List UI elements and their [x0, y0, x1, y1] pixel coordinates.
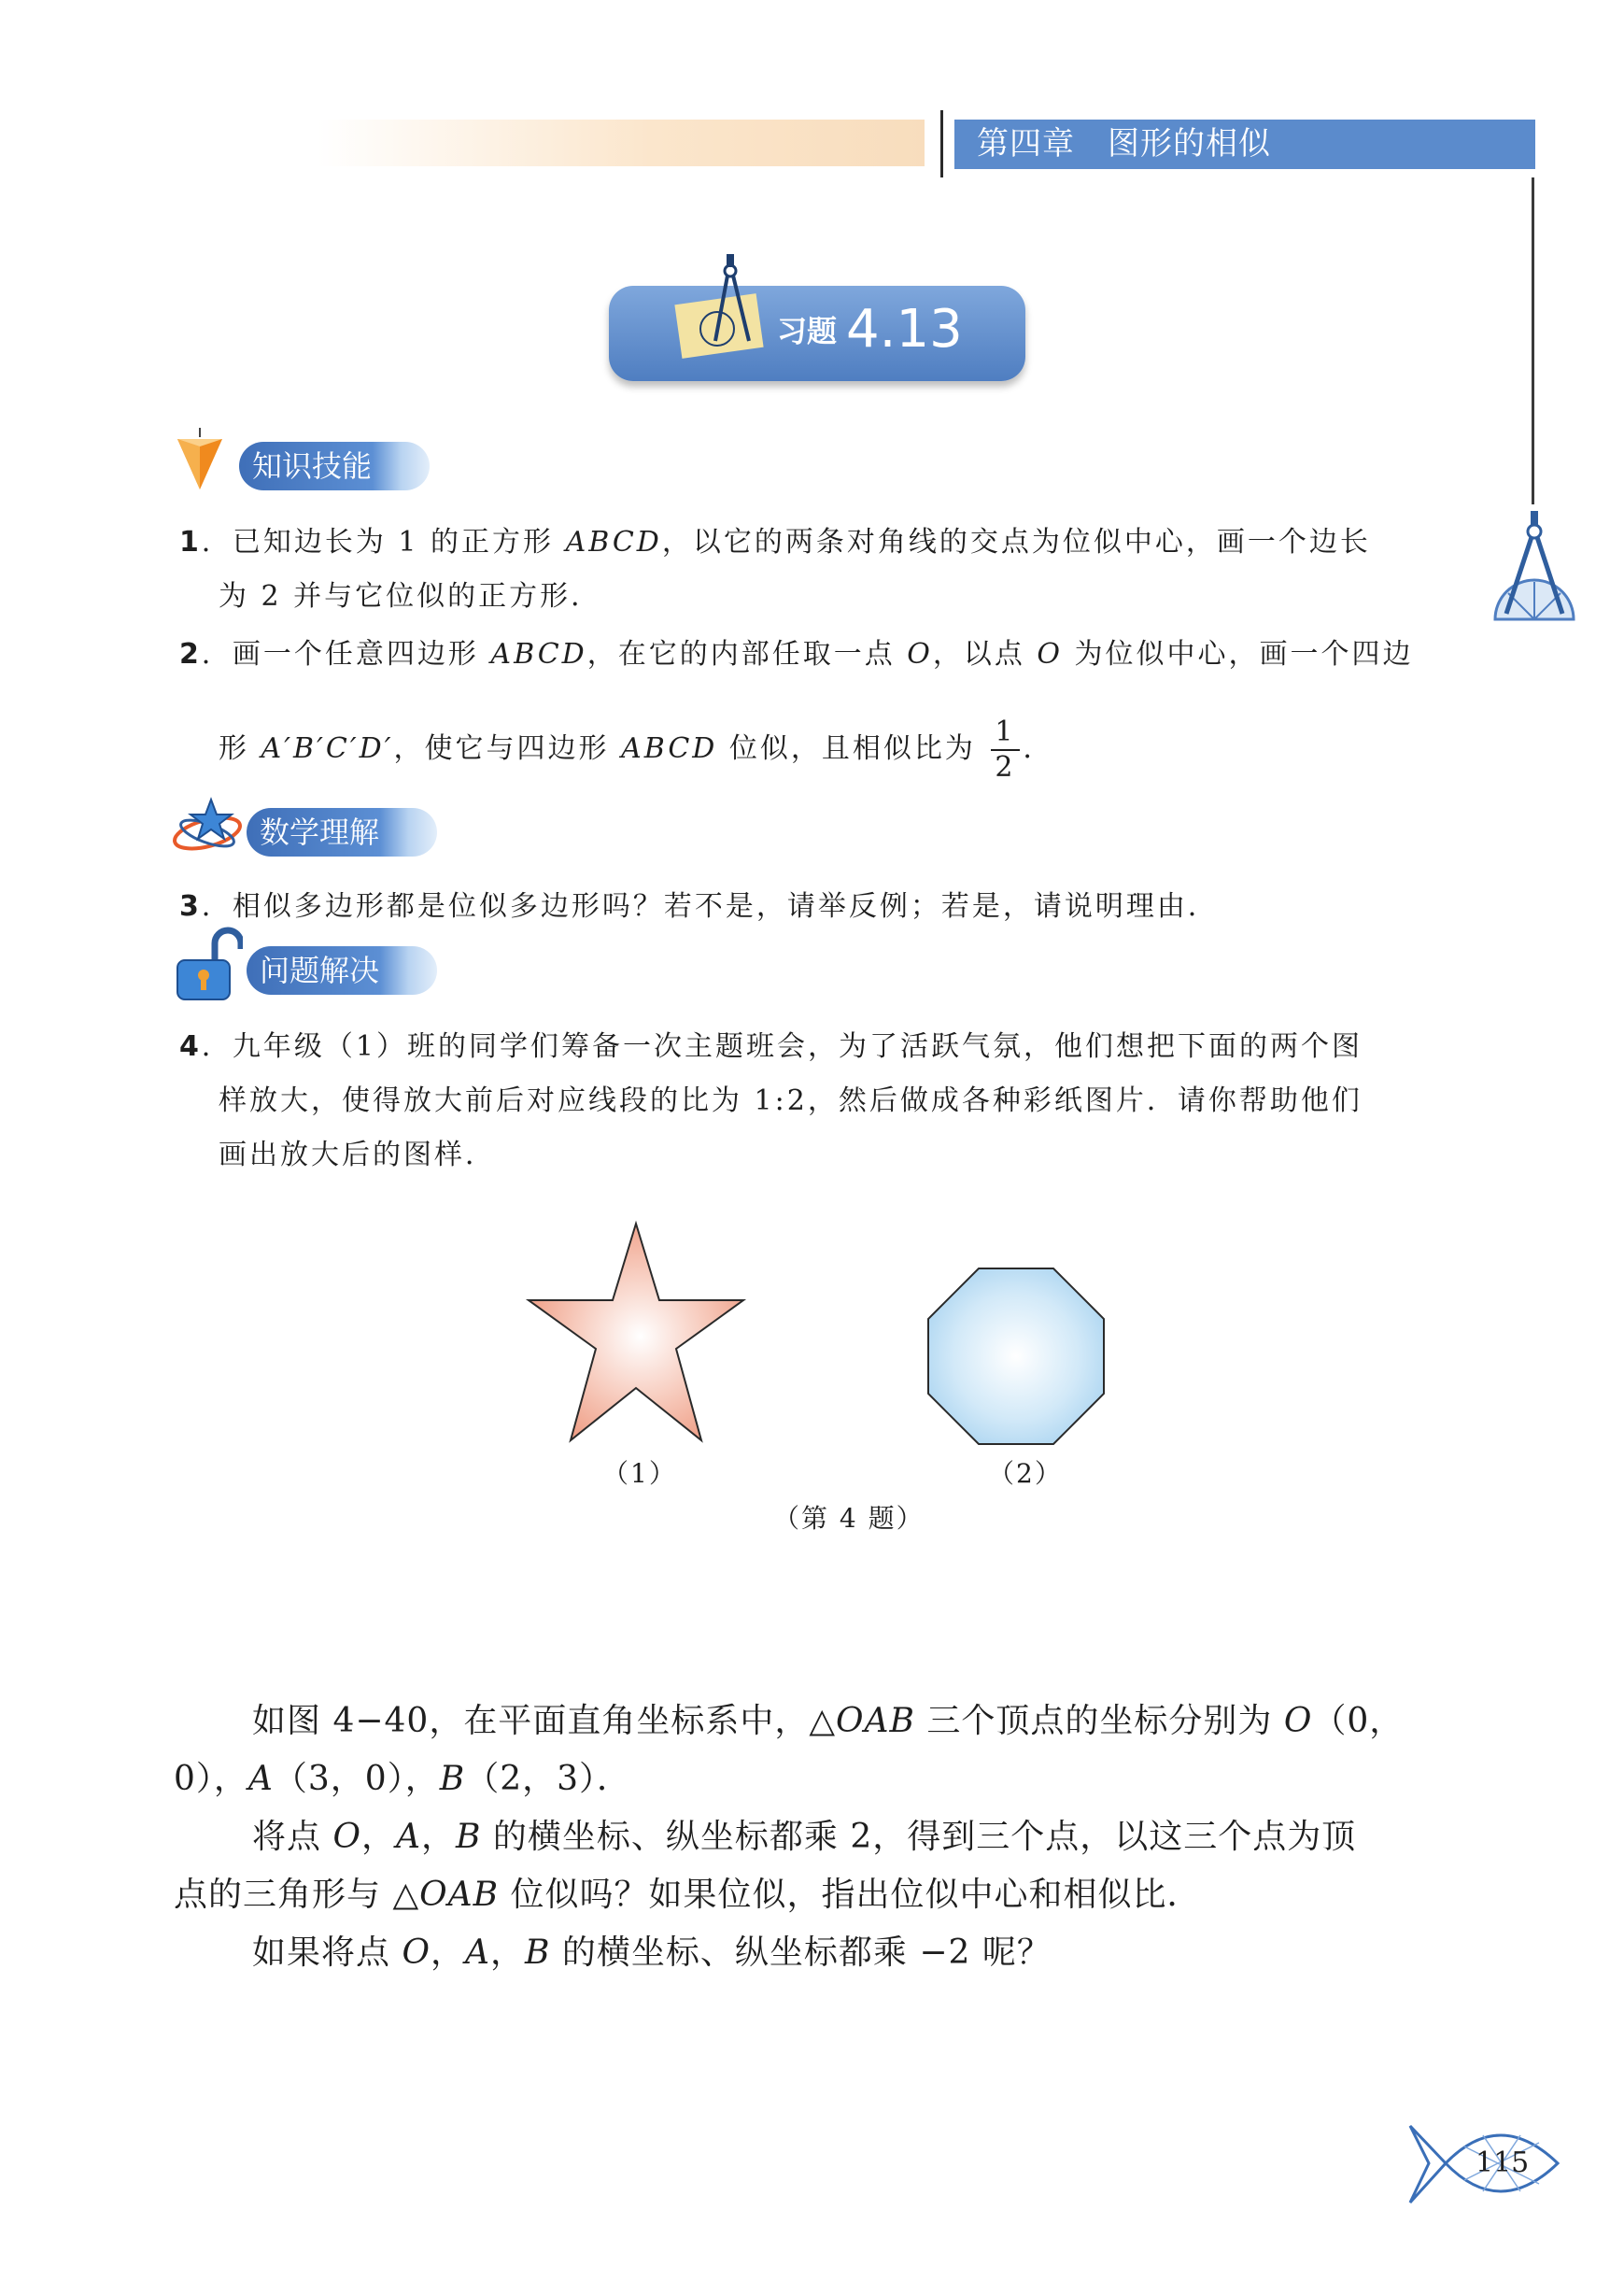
fraction-denominator: 2	[995, 751, 1016, 784]
math-var: O	[1037, 638, 1064, 671]
padlock-icon	[176, 927, 243, 1001]
compass-protractor-icon	[1490, 509, 1579, 625]
question-2	[179, 628, 1468, 785]
compass-note-icon	[671, 252, 773, 364]
section-title-understanding: 数学理解	[247, 808, 437, 857]
question-text: ，以它的两条对角线的交点为位似中心，画一个边长	[661, 526, 1371, 559]
star-orbit-icon	[170, 796, 245, 857]
paragraph-text: 如图 4−40，在平面直角坐标系中，△	[252, 1702, 837, 1740]
math-var: ABCD	[490, 638, 587, 671]
paragraph-text: ，	[489, 1934, 525, 1972]
question-number: 1	[179, 526, 202, 559]
math-var: A	[247, 1760, 274, 1798]
question-number: 2	[179, 638, 202, 671]
question-text: 样放大，使得放大前后对应线段的比为 1:2，然后做成各种彩纸图片．请你帮助他们	[219, 1084, 1363, 1117]
question-3	[179, 880, 1468, 934]
header-divider	[940, 110, 943, 177]
question-text: ．九年级（1）班的同学们筹备一次主题班会，为了活跃气氛，他们想把下面的两个图	[201, 1030, 1363, 1063]
paragraph-text: ，	[360, 1818, 396, 1856]
math-var: OAB	[836, 1702, 915, 1740]
paragraph-text: （3，0），	[273, 1760, 440, 1798]
fraction	[991, 715, 1019, 785]
paragraph-text: 如果将点	[252, 1934, 402, 1972]
math-var: A	[395, 1818, 421, 1856]
question-number: 3	[179, 890, 202, 923]
math-var: O	[402, 1934, 431, 1972]
paragraph-text: （2，3）．	[465, 1760, 631, 1798]
exercise-title	[777, 299, 963, 360]
chapter-title: 第四章 图形的相似	[954, 120, 1535, 169]
margin-rule	[1532, 177, 1534, 504]
question-text: 位似，且相似比为	[717, 732, 988, 765]
star-figure	[519, 1220, 753, 1446]
question-text: ，以点	[932, 638, 1038, 671]
figure-label-1: （1）	[602, 1458, 677, 1489]
question-text: 画出放大后的图样．	[219, 1139, 496, 1171]
header-decoration	[318, 120, 925, 166]
exercise-label: 习题	[777, 313, 838, 349]
page-number: 115	[1476, 2146, 1530, 2179]
question-text: 为位似中心，画一个四边	[1063, 638, 1414, 671]
paragraph-text: 的横坐标、纵坐标都乘 −2 呢？	[550, 1934, 1052, 1972]
math-var: A′B′C′D′	[261, 732, 394, 765]
section-title-problem-solving: 问题解决	[247, 946, 437, 995]
question-text: ．画一个任意四边形	[201, 638, 491, 671]
question-4	[179, 1020, 1468, 1183]
math-var: O	[1283, 1702, 1313, 1740]
question-text: 为 2 并与它位似的正方形．	[219, 580, 602, 613]
paragraph-text: 将点	[252, 1818, 333, 1856]
paragraph-text: 的横坐标、纵坐标都乘 2，得到三个点，以这三个点为顶	[481, 1818, 1357, 1856]
math-var: ABCD	[621, 732, 718, 765]
figure-caption: （第 4 题）	[773, 1503, 925, 1534]
paragraph-text: 0），	[174, 1760, 248, 1798]
paragraph-text: 点的三角形与 △	[174, 1876, 420, 1914]
question-text: 形	[219, 732, 261, 765]
math-var: ABCD	[565, 526, 662, 559]
math-var: B	[439, 1760, 466, 1798]
question-text: ．相似多边形都是位似多边形吗？若不是，请举反例；若是，请说明理由．	[201, 890, 1219, 923]
fraction-numerator: 1	[991, 715, 1019, 751]
paragraph-text: ，	[420, 1818, 456, 1856]
reading-paragraph	[174, 1693, 1481, 1982]
pyramid-icon	[174, 428, 226, 493]
question-text: ，在它的内部任取一点	[586, 638, 908, 671]
octagon-figure	[925, 1265, 1108, 1448]
math-var: A	[464, 1934, 490, 1972]
question-text: ，使它与四边形	[393, 732, 622, 765]
paragraph-text: ，	[430, 1934, 465, 1972]
math-var: O	[332, 1818, 361, 1856]
question-text: ．	[1023, 732, 1054, 765]
figure-label-2: （2）	[988, 1458, 1063, 1489]
question-text: ．已知边长为 1 的正方形	[201, 526, 566, 559]
question-number: 4	[179, 1030, 202, 1063]
math-var: B	[456, 1818, 482, 1856]
paragraph-text: 位似吗？如果位似，指出位似中心和相似比．	[499, 1876, 1202, 1914]
question-1	[179, 516, 1468, 624]
math-var: O	[907, 638, 933, 671]
exercise-number: 4.13	[846, 299, 963, 360]
paragraph-text: （0，	[1312, 1702, 1405, 1740]
paragraph-text: 三个顶点的坐标分别为	[914, 1702, 1284, 1740]
section-title-skills: 知识技能	[239, 442, 430, 490]
math-var: B	[525, 1934, 551, 1972]
math-var: OAB	[419, 1876, 500, 1914]
